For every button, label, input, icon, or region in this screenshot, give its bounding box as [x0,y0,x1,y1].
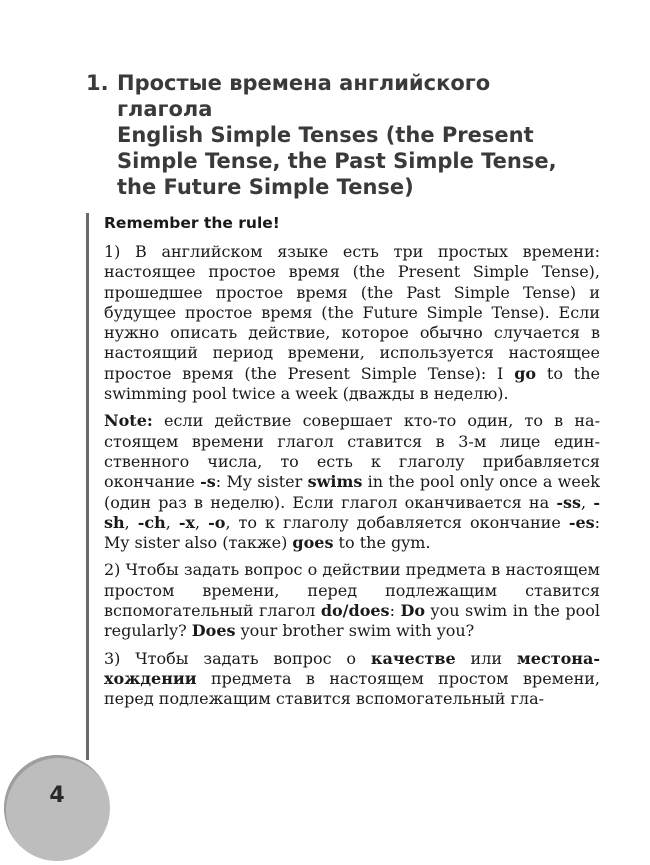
heading-ru-line-2: глагола [117,97,213,121]
heading-ru-line-1: Простые времена английского [117,71,491,95]
rule-title: Remember the rule! [104,214,280,232]
section-number: 1. [86,71,109,95]
rule-paragraph-1: 1) В английском языке есть три простых времени: настоящее простое время (the Present Simple Tense), прошедшее простое время (the Past Simple Tense) и будущее простое время (the Future Simple Tense). Если нужно описать действие, которое обычно случается в настоящий период времени, используется настоящее простое время (the Present Simple Tense): I go to the swimming pool twice a week (дважды в неделю). [104,242,601,404]
heading-en-line-1: English Simple Tenses (the Present [117,123,534,147]
rule-sidebar-line [86,213,89,760]
page-number-badge [4,755,110,861]
rule-paragraph-3: 3) Чтобы задать вопрос о качестве или местонахождении предмета в настоящем простом времени, перед подлежащим ставится вспомогательный гла- [104,648,600,709]
heading-en-line-3: the Future Simple Tense) [117,175,414,199]
rule-paragraph-2: 2) Чтобы задать вопрос о действии предмета в настоящем простом времени, перед подлежащим ставится вспомогательный глагол do/does: Do you swim in the pool regularly? Does your brother swim with you? [104,560,600,641]
page-number: 4 [49,783,65,808]
rule-box [104,212,600,717]
heading-en-line-2: Simple Tense, the Past Simple Tense, [117,149,557,173]
section-heading [86,70,606,200]
rule-note: Note: если действие совершает кто-то один, то в настоящем времени глагол ставится в 3-м лице единственного числа, то есть к глаголу прибавляется окончание -s: My sister swims in the pool only once a week (один раз в неделю). Если глагол оканчивается на -ss, -sh, -ch, -x, -o, то к глаголу добавляется окончание -es: My sister also (также) goes to the gym. [104,411,601,553]
